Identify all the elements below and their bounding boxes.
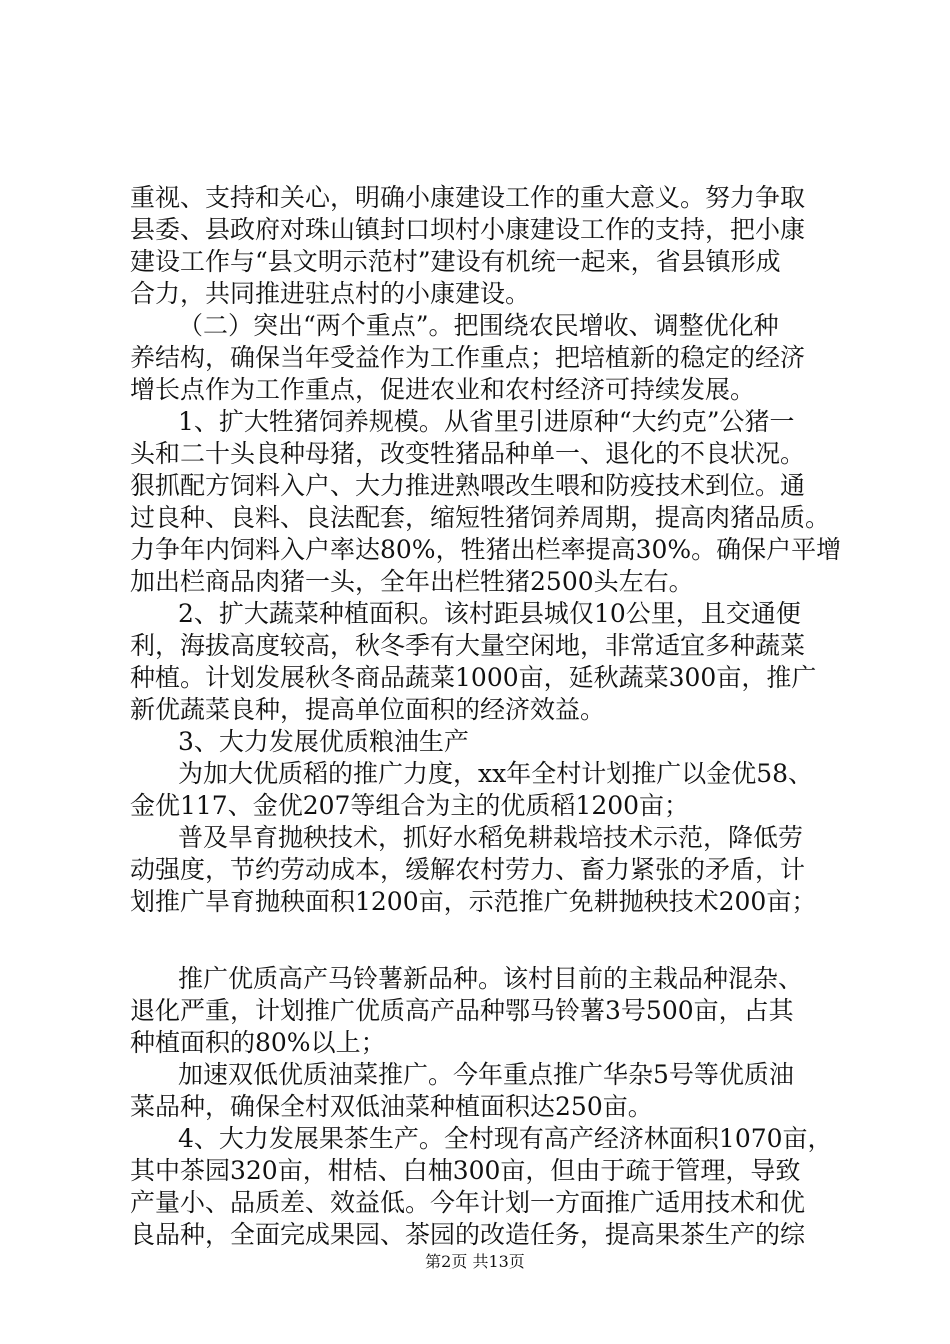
- text-line: 动强度，节约劳动成本，缓解农村劳力、畜力紧张的矛盾，计: [130, 855, 806, 884]
- text-line: 金优117、金优207等组合为主的优质稻1200亩；: [130, 791, 690, 820]
- text-line: 力争年内饲料入户率达80%，牲猪出栏率提高30%。确保户平增: [130, 535, 842, 564]
- text-line: 加出栏商品肉猪一头，全年出栏牲猪2500头左右。: [130, 567, 694, 596]
- text-line: 退化严重，计划推广优质高产品种鄂马铃薯3号500亩，占其: [130, 996, 794, 1025]
- text-line: 增长点作为工作重点，促进农业和农村经济可持续发展。: [130, 375, 756, 404]
- text-line: 狠抓配方饲料入户、大力推进熟喂改生喂和防疫技术到位。通: [130, 471, 806, 500]
- text-line: 普及旱育抛秧技术，抓好水稻免耕栽培技术示范，降低劳: [178, 823, 804, 852]
- text-line: 养结构，确保当年受益作为工作重点；把培植新的稳定的经济: [130, 343, 806, 372]
- text-line: 其中茶园320亩，柑桔、白柚300亩，但由于疏于管理，导致: [130, 1156, 801, 1185]
- text-line: 划推广旱育抛秧面积1200亩，示范推广免耕抛秧技术200亩；: [130, 887, 817, 916]
- text-line: 县委、县政府对珠山镇封口坝村小康建设工作的支持，把小康: [130, 215, 806, 244]
- text-line: 1、扩大牲猪饲养规模。从省里引进原种“大约克”公猪一: [178, 407, 795, 436]
- text-line: 建设工作与“县文明示范村”建设有机统一起来，省县镇形成: [130, 247, 781, 276]
- text-line: 菜品种，确保全村双低油菜种植面积达250亩。: [130, 1092, 653, 1121]
- text-line: 种植。计划发展秋冬商品蔬菜1000亩，延秋蔬菜300亩，推广: [130, 663, 817, 692]
- text-line: 3、大力发展优质粮油生产: [178, 727, 469, 756]
- text-line: 产量小、品质差、效益低。今年计划一方面推广适用技术和优: [130, 1188, 806, 1217]
- text-line: 合力，共同推进驻点村的小康建设。: [130, 279, 531, 308]
- text-line: 新优蔬菜良种，提高单位面积的经济效益。: [130, 695, 606, 724]
- text-line: 利，海拔高度较高，秋冬季有大量空闲地，非常适宜多种蔬菜: [130, 631, 806, 660]
- page-number-footer: 第2页 共13页: [425, 1252, 525, 1271]
- text-line: 头和二十头良种母猪，改变牲猪品种单一、退化的不良状况。: [130, 439, 806, 468]
- text-line: 为加大优质稻的推广力度，xx年全村计划推广以金优58、: [178, 759, 814, 788]
- text-line: （二）突出“两个重点”。把围绕农民增收、调整优化种: [178, 311, 779, 340]
- text-line: 良品种，全面完成果园、茶园的改造任务，提高果茶生产的综: [130, 1220, 806, 1249]
- text-line: 推广优质高产马铃薯新品种。该村目前的主栽品种混杂、: [178, 964, 804, 993]
- text-line: 重视、支持和关心，明确小康建设工作的重大意义。努力争取: [130, 183, 806, 212]
- text-line: 加速双低优质油菜推广。今年重点推广华杂5号等优质油: [178, 1060, 794, 1089]
- text-line: 种植面积的80%以上；: [130, 1028, 386, 1057]
- text-line: 2、扩大蔬菜种植面积。该村距县城仅10公里，且交通便: [178, 599, 801, 628]
- text-line: 4、大力发展果茶生产。全村现有高产经济林面积1070亩，: [178, 1124, 833, 1153]
- text-line: 过良种、良料、良法配套，缩短牲猪饲养周期，提高肉猪品质。: [130, 503, 831, 532]
